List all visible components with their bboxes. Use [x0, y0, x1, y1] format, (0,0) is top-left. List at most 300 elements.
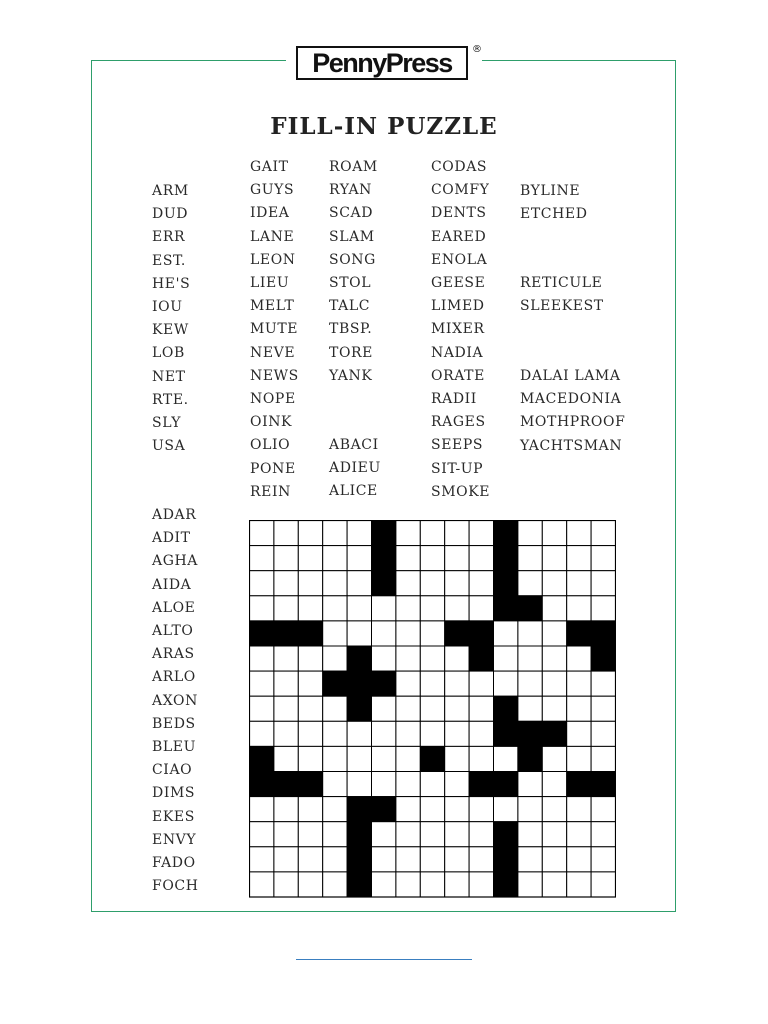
- word-list-item: AGHA: [152, 553, 199, 570]
- grid-svg: [249, 520, 616, 898]
- grid-cell[interactable]: [445, 797, 469, 822]
- grid-cell[interactable]: [250, 596, 274, 621]
- word-list-item: ADIEU: [329, 460, 381, 477]
- grid-cell[interactable]: [518, 847, 542, 872]
- word-list-item: GUYS: [250, 182, 295, 199]
- grid-cell[interactable]: [274, 596, 298, 621]
- grid-cell[interactable]: [567, 797, 591, 822]
- grid-cell[interactable]: [250, 546, 274, 571]
- grid-cell[interactable]: [518, 646, 542, 671]
- grid-cell[interactable]: [591, 746, 615, 771]
- grid-cell[interactable]: [420, 696, 444, 721]
- word-list-item: MIXER: [431, 321, 485, 338]
- grid-cell[interactable]: [518, 546, 542, 571]
- grid-block: [347, 696, 371, 721]
- grid-cell[interactable]: [445, 872, 469, 897]
- word-list-item: BEDS: [152, 715, 196, 732]
- grid-cell[interactable]: [372, 822, 396, 847]
- grid-cell[interactable]: [518, 621, 542, 646]
- grid-cell[interactable]: [420, 772, 444, 797]
- grid-cell[interactable]: [469, 696, 493, 721]
- word-list-item: IDEA: [250, 205, 290, 222]
- word-list-item: LOB: [152, 345, 185, 362]
- grid-cell[interactable]: [250, 797, 274, 822]
- grid-cell[interactable]: [420, 596, 444, 621]
- grid-cell[interactable]: [420, 571, 444, 596]
- grid-block: [518, 746, 542, 771]
- grid-cell[interactable]: [274, 546, 298, 571]
- word-list-item: SCAD: [329, 205, 374, 222]
- grid-cell[interactable]: [420, 621, 444, 646]
- grid-cell[interactable]: [542, 847, 566, 872]
- grid-block: [347, 671, 371, 696]
- grid-cell[interactable]: [298, 696, 322, 721]
- grid-cell[interactable]: [420, 822, 444, 847]
- grid-cell[interactable]: [396, 872, 420, 897]
- grid-cell[interactable]: [372, 696, 396, 721]
- grid-cell[interactable]: [298, 797, 322, 822]
- grid-cell[interactable]: [567, 822, 591, 847]
- grid-block: [591, 646, 615, 671]
- grid-cell[interactable]: [445, 847, 469, 872]
- word-list-item: USA: [152, 438, 186, 455]
- grid-cell[interactable]: [274, 696, 298, 721]
- grid-cell[interactable]: [274, 721, 298, 746]
- grid-cell[interactable]: [420, 847, 444, 872]
- grid-cell[interactable]: [347, 621, 371, 646]
- puzzle-title: FILL-IN PUZZLE: [270, 113, 498, 140]
- grid-cell[interactable]: [347, 571, 371, 596]
- word-list-item: ALTO: [152, 623, 194, 639]
- grid-cell[interactable]: [567, 521, 591, 546]
- grid-block: [372, 671, 396, 696]
- grid-cell[interactable]: [396, 847, 420, 872]
- grid-cell[interactable]: [250, 521, 274, 546]
- grid-block: [250, 746, 274, 771]
- grid-cell[interactable]: [274, 646, 298, 671]
- grid-cell[interactable]: [591, 596, 615, 621]
- grid-cell[interactable]: [347, 746, 371, 771]
- grid-cell[interactable]: [396, 571, 420, 596]
- grid-block: [469, 646, 493, 671]
- word-list-item: BLEU: [152, 739, 197, 755]
- grid-cell[interactable]: [469, 571, 493, 596]
- grid-block: [274, 621, 298, 646]
- grid-cell[interactable]: [298, 571, 322, 596]
- grid-cell[interactable]: [372, 721, 396, 746]
- grid-block: [494, 822, 518, 847]
- grid-block: [494, 571, 518, 596]
- grid-cell[interactable]: [420, 646, 444, 671]
- word-list-item: COMFY: [431, 182, 490, 199]
- grid-cell[interactable]: [542, 521, 566, 546]
- grid-block: [372, 546, 396, 571]
- grid-cell[interactable]: [469, 521, 493, 546]
- word-list-item: MOTHPROOF: [520, 414, 626, 431]
- grid-cell[interactable]: [250, 571, 274, 596]
- grid-cell[interactable]: [396, 797, 420, 822]
- word-list-item: EARED: [431, 228, 487, 245]
- word-list-item: OLIO: [250, 437, 291, 454]
- word-list-item: NOPE: [250, 391, 296, 407]
- grid-block: [518, 596, 542, 621]
- grid-cell[interactable]: [542, 696, 566, 721]
- grid-block: [250, 621, 274, 646]
- grid-cell[interactable]: [396, 772, 420, 797]
- grid-cell[interactable]: [323, 872, 347, 897]
- grid-cell[interactable]: [445, 772, 469, 797]
- word-list-item: ARLO: [152, 669, 196, 686]
- grid-cell[interactable]: [396, 822, 420, 847]
- grid-cell[interactable]: [591, 872, 615, 897]
- grid-block: [494, 721, 518, 746]
- grid-cell[interactable]: [445, 521, 469, 546]
- grid-block: [518, 721, 542, 746]
- grid-cell[interactable]: [591, 696, 615, 721]
- word-list-item: ALOE: [152, 599, 196, 616]
- grid-cell[interactable]: [274, 797, 298, 822]
- grid-cell[interactable]: [298, 721, 322, 746]
- grid-cell[interactable]: [494, 646, 518, 671]
- grid-cell[interactable]: [518, 872, 542, 897]
- grid-cell[interactable]: [469, 847, 493, 872]
- grid-cell[interactable]: [396, 646, 420, 671]
- grid-cell[interactable]: [250, 646, 274, 671]
- grid-cell[interactable]: [250, 822, 274, 847]
- grid-cell[interactable]: [494, 746, 518, 771]
- grid-cell[interactable]: [542, 797, 566, 822]
- grid-cell[interactable]: [274, 671, 298, 696]
- grid-cell[interactable]: [250, 721, 274, 746]
- grid-cell[interactable]: [567, 571, 591, 596]
- grid-cell[interactable]: [469, 546, 493, 571]
- word-list-item: BYLINE: [520, 183, 581, 199]
- grid-cell[interactable]: [250, 696, 274, 721]
- grid-cell[interactable]: [567, 746, 591, 771]
- word-list-item: ARAS: [152, 646, 195, 663]
- grid-block: [274, 772, 298, 797]
- grid-cell[interactable]: [591, 822, 615, 847]
- grid-block: [591, 772, 615, 797]
- grid-cell[interactable]: [494, 671, 518, 696]
- grid-cell[interactable]: [591, 847, 615, 872]
- word-list-item: LIEU: [250, 275, 290, 291]
- word-list-item: LIMED: [431, 298, 485, 315]
- word-list-item: ORATE: [431, 367, 485, 384]
- grid-block: [591, 621, 615, 646]
- word-list-item: LANE: [250, 228, 295, 245]
- word-list-item: LEON: [250, 251, 296, 268]
- grid-block: [420, 746, 444, 771]
- grid-cell[interactable]: [518, 772, 542, 797]
- word-list-item: RTE.: [152, 391, 189, 408]
- word-list-item: EKES: [152, 808, 195, 825]
- grid-cell[interactable]: [542, 822, 566, 847]
- word-list-item: HE'S: [152, 275, 191, 292]
- grid-cell[interactable]: [542, 646, 566, 671]
- grid-cell[interactable]: [298, 872, 322, 897]
- grid-cell[interactable]: [396, 521, 420, 546]
- grid-cell[interactable]: [542, 596, 566, 621]
- word-list-item: NET: [152, 368, 186, 385]
- grid-block: [347, 847, 371, 872]
- grid-cell[interactable]: [298, 596, 322, 621]
- word-list-item: KEW: [152, 322, 189, 339]
- grid-cell[interactable]: [542, 872, 566, 897]
- word-list-item: CIAO: [152, 762, 193, 779]
- grid-cell[interactable]: [396, 596, 420, 621]
- grid-cell[interactable]: [445, 571, 469, 596]
- grid-cell[interactable]: [298, 822, 322, 847]
- grid-cell[interactable]: [274, 822, 298, 847]
- word-list-item: STOL: [329, 275, 372, 291]
- word-list-item: PONE: [250, 460, 296, 477]
- grid-block: [494, 872, 518, 897]
- grid-cell[interactable]: [567, 847, 591, 872]
- grid-cell[interactable]: [591, 797, 615, 822]
- grid-cell[interactable]: [323, 696, 347, 721]
- grid-cell[interactable]: [420, 671, 444, 696]
- grid-cell[interactable]: [274, 571, 298, 596]
- grid-cell[interactable]: [323, 546, 347, 571]
- word-list-item: ABACI: [329, 437, 379, 453]
- word-list-item: RYAN: [329, 182, 373, 199]
- grid-cell[interactable]: [396, 621, 420, 646]
- grid-cell[interactable]: [469, 797, 493, 822]
- grid-block: [469, 772, 493, 797]
- word-list-item: YACHTSMAN: [520, 437, 623, 454]
- word-list-item: REIN: [250, 483, 291, 500]
- word-list-item: ADIT: [152, 530, 191, 547]
- grid-cell[interactable]: [445, 746, 469, 771]
- grid-cell[interactable]: [323, 621, 347, 646]
- grid-cell[interactable]: [323, 521, 347, 546]
- grid-cell[interactable]: [420, 521, 444, 546]
- grid-cell[interactable]: [445, 822, 469, 847]
- grid-cell[interactable]: [445, 721, 469, 746]
- word-list-item: SMOKE: [431, 483, 491, 500]
- grid-cell[interactable]: [298, 521, 322, 546]
- grid-cell[interactable]: [469, 671, 493, 696]
- grid-cell[interactable]: [372, 847, 396, 872]
- grid-cell[interactable]: [274, 872, 298, 897]
- word-list-item: SLAM: [329, 228, 375, 245]
- grid-cell[interactable]: [445, 546, 469, 571]
- logo-text: PennyPress: [312, 47, 452, 78]
- word-list-item: AIDA: [152, 576, 192, 593]
- grid-cell[interactable]: [518, 571, 542, 596]
- grid-cell[interactable]: [347, 721, 371, 746]
- grid-cell[interactable]: [372, 621, 396, 646]
- grid-cell[interactable]: [567, 671, 591, 696]
- grid-cell[interactable]: [567, 872, 591, 897]
- grid-cell[interactable]: [372, 746, 396, 771]
- word-list-item: IOU: [152, 299, 183, 315]
- grid-block: [372, 571, 396, 596]
- grid-cell[interactable]: [250, 671, 274, 696]
- grid-cell[interactable]: [494, 797, 518, 822]
- footer-link-underline[interactable]: [296, 959, 472, 960]
- word-list-item: TALC: [329, 298, 371, 315]
- word-list-item: ENOLA: [431, 251, 488, 268]
- word-list-item: ERR: [152, 229, 186, 246]
- grid-cell[interactable]: [298, 671, 322, 696]
- word-list-item: NEWS: [250, 367, 299, 384]
- grid-block: [469, 621, 493, 646]
- grid-cell[interactable]: [494, 621, 518, 646]
- grid-block: [298, 772, 322, 797]
- grid-cell[interactable]: [542, 621, 566, 646]
- grid-cell[interactable]: [323, 646, 347, 671]
- grid-block: [323, 671, 347, 696]
- grid-cell[interactable]: [469, 596, 493, 621]
- grid-cell[interactable]: [250, 872, 274, 897]
- grid-cell[interactable]: [591, 671, 615, 696]
- grid-cell[interactable]: [445, 646, 469, 671]
- grid-cell[interactable]: [347, 596, 371, 621]
- grid-cell[interactable]: [274, 521, 298, 546]
- grid-cell[interactable]: [469, 721, 493, 746]
- grid-cell[interactable]: [372, 872, 396, 897]
- grid-cell[interactable]: [250, 847, 274, 872]
- grid-cell[interactable]: [518, 521, 542, 546]
- grid-block: [347, 646, 371, 671]
- word-list-item: ADAR: [152, 507, 197, 523]
- grid-block: [567, 621, 591, 646]
- grid-cell[interactable]: [396, 696, 420, 721]
- word-list-item: GEESE: [431, 275, 486, 291]
- grid-cell[interactable]: [323, 746, 347, 771]
- grid-cell[interactable]: [323, 721, 347, 746]
- grid-cell[interactable]: [323, 847, 347, 872]
- grid-cell[interactable]: [567, 596, 591, 621]
- word-list-item: TORE: [329, 344, 373, 361]
- grid-cell[interactable]: [274, 847, 298, 872]
- word-list-item: ROAM: [329, 159, 378, 175]
- grid-cell[interactable]: [298, 847, 322, 872]
- grid-cell[interactable]: [420, 546, 444, 571]
- grid-block: [567, 772, 591, 797]
- grid-cell[interactable]: [567, 646, 591, 671]
- grid-block: [372, 521, 396, 546]
- grid-block: [494, 847, 518, 872]
- grid-cell[interactable]: [372, 772, 396, 797]
- word-list-item: SONG: [329, 251, 376, 268]
- word-list-item: FADO: [152, 855, 196, 871]
- grid-cell[interactable]: [420, 721, 444, 746]
- word-list-item: NADIA: [431, 344, 484, 361]
- grid-block: [494, 596, 518, 621]
- grid-cell[interactable]: [323, 596, 347, 621]
- grid-cell[interactable]: [542, 546, 566, 571]
- grid-cell[interactable]: [420, 797, 444, 822]
- grid-cell[interactable]: [298, 646, 322, 671]
- word-list-item: SIT-UP: [431, 460, 484, 477]
- grid-cell[interactable]: [323, 772, 347, 797]
- grid-cell[interactable]: [567, 721, 591, 746]
- grid-cell[interactable]: [518, 696, 542, 721]
- grid-cell[interactable]: [323, 571, 347, 596]
- grid-cell[interactable]: [542, 671, 566, 696]
- grid-cell[interactable]: [396, 721, 420, 746]
- word-list-item: ALICE: [329, 483, 378, 500]
- grid-cell[interactable]: [420, 872, 444, 897]
- word-list-item: AXON: [152, 692, 198, 709]
- grid-cell[interactable]: [298, 546, 322, 571]
- grid-cell[interactable]: [469, 746, 493, 771]
- word-list-item: ETCHED: [520, 206, 588, 223]
- grid-block: [347, 797, 371, 822]
- grid-cell[interactable]: [518, 671, 542, 696]
- grid-block: [250, 772, 274, 797]
- grid-cell[interactable]: [469, 872, 493, 897]
- grid-cell[interactable]: [396, 546, 420, 571]
- grid-cell[interactable]: [445, 596, 469, 621]
- grid-cell[interactable]: [567, 696, 591, 721]
- grid-cell[interactable]: [445, 671, 469, 696]
- word-list-item: DUD: [152, 206, 189, 223]
- grid-cell[interactable]: [372, 596, 396, 621]
- grid-cell[interactable]: [591, 721, 615, 746]
- word-list-item: DIMS: [152, 785, 196, 802]
- grid-block: [347, 822, 371, 847]
- word-list-item: MELT: [250, 298, 295, 315]
- grid-cell[interactable]: [396, 746, 420, 771]
- grid-cell[interactable]: [347, 521, 371, 546]
- grid-cell[interactable]: [567, 546, 591, 571]
- grid-cell[interactable]: [372, 646, 396, 671]
- grid-cell[interactable]: [518, 797, 542, 822]
- word-list-item: ENVY: [152, 831, 197, 848]
- word-list-item: EST.: [152, 252, 186, 269]
- word-list-item: SLY: [152, 415, 182, 431]
- grid-cell[interactable]: [298, 746, 322, 771]
- grid-block: [372, 797, 396, 822]
- word-list-item: FOCH: [152, 878, 199, 895]
- word-list-item: RAGES: [431, 414, 486, 431]
- grid-cell[interactable]: [445, 696, 469, 721]
- crossword-grid[interactable]: [249, 520, 616, 898]
- grid-cell[interactable]: [542, 772, 566, 797]
- word-list-item: ARM: [152, 183, 189, 199]
- word-list-item: CODAS: [431, 159, 488, 175]
- word-list-item: OINK: [250, 414, 293, 431]
- grid-block: [494, 696, 518, 721]
- grid-cell[interactable]: [591, 546, 615, 571]
- word-list-item: SLEEKEST: [520, 298, 604, 315]
- grid-cell[interactable]: [591, 521, 615, 546]
- grid-cell[interactable]: [347, 772, 371, 797]
- grid-cell[interactable]: [323, 822, 347, 847]
- grid-block: [298, 621, 322, 646]
- word-list-item: SEEPS: [431, 437, 484, 454]
- grid-cell[interactable]: [396, 671, 420, 696]
- grid-block: [494, 546, 518, 571]
- grid-cell[interactable]: [274, 746, 298, 771]
- grid-cell[interactable]: [323, 797, 347, 822]
- grid-cell[interactable]: [469, 822, 493, 847]
- grid-cell[interactable]: [347, 546, 371, 571]
- grid-cell[interactable]: [518, 822, 542, 847]
- logo-box: [296, 46, 468, 80]
- grid-cell[interactable]: [591, 571, 615, 596]
- word-list-item: TBSP.: [329, 321, 373, 338]
- grid-cell[interactable]: [542, 746, 566, 771]
- word-list-item: MACEDONIA: [520, 391, 622, 408]
- grid-cell[interactable]: [542, 571, 566, 596]
- grid-block: [542, 721, 566, 746]
- grid-block: [347, 872, 371, 897]
